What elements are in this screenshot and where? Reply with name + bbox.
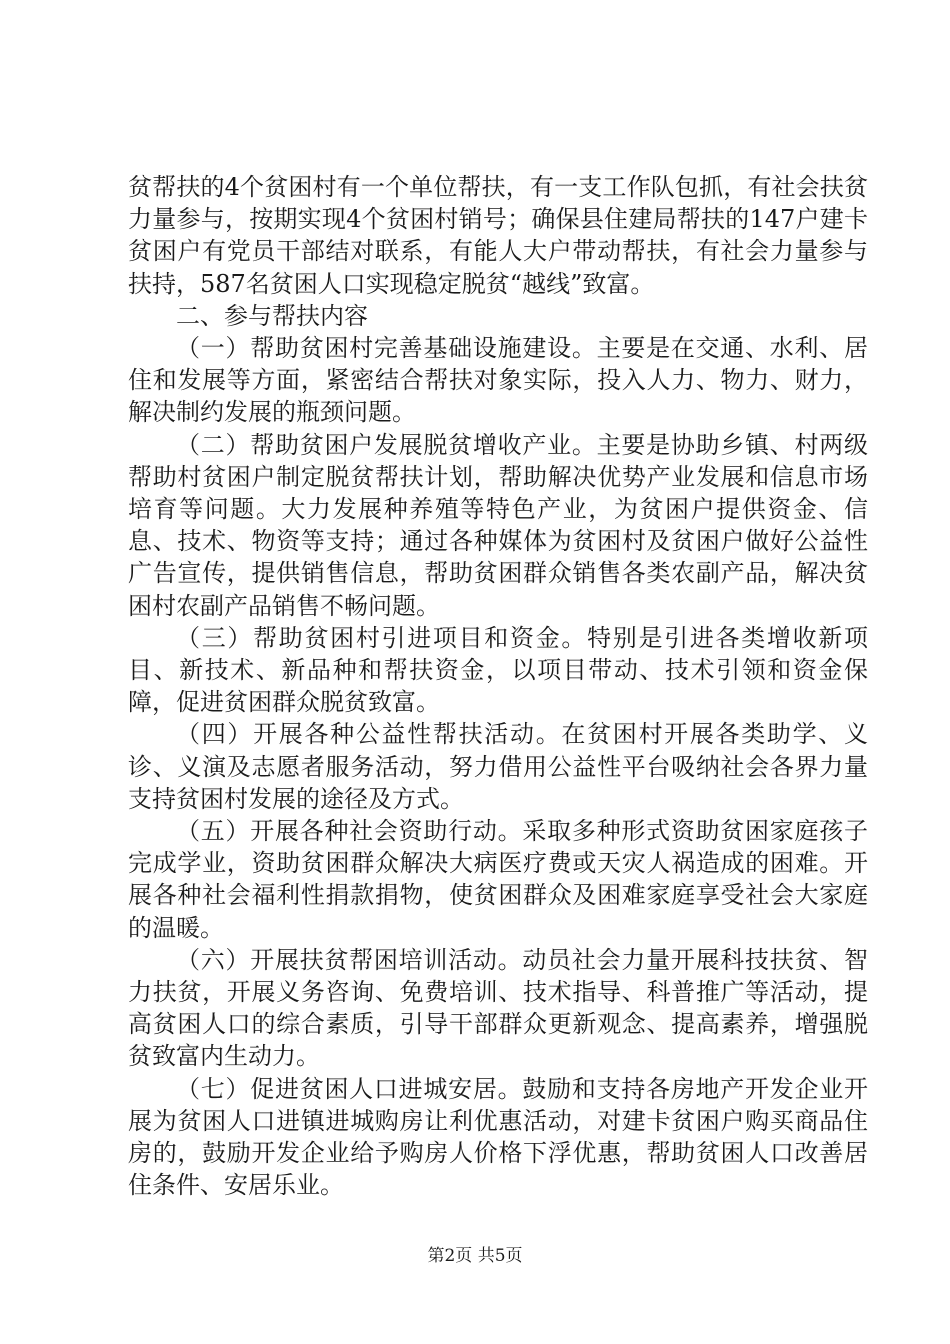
paragraph-item-5: （五）开展各种社会资助行动。采取多种形式资助贫困家庭孩子完成学业，资助贫困群众解决大病医疗费或天灾人祸造成的困难。开展各种社会福利性捐款捐物，使贫困群众及困难家庭享受社会大家庭的温暖。 bbox=[128, 817, 868, 942]
paragraph-item-7: （七）促进贫困人口进城安居。鼓励和支持各房地产开发企业开展为贫困人口进镇进城购房让利优惠活动，对建卡贫困户购买商品住房的，鼓励开发企业给予购房人价格下浮优惠，帮助贫困人口改善居住条件、安居乐业。 bbox=[128, 1074, 868, 1200]
page-number-footer: 第2页 共5页 bbox=[427, 1246, 523, 1266]
paragraph-continuation: 贫帮扶的4个贫困村有一个单位帮扶，有一支工作队包抓，有社会扶贫力量参与，按期实现4个贫困村销号；确保县住建局帮扶的147户建卡贫困户有党员干部结对联系，有能人大户带动帮扶，有社会力量参与扶持，587名贫困人口实现稳定脱贫“越线”致富。 bbox=[128, 173, 868, 298]
paragraph-item-4: （四）开展各种公益性帮扶活动。在贫困村开展各类助学、义诊、义演及志愿者服务活动，努力借用公益性平台吸纳社会各界力量支持贫困村发展的途径及方式。 bbox=[128, 720, 868, 813]
document-body bbox=[128, 171, 868, 1202]
paragraph-item-2: （二）帮助贫困户发展脱贫增收产业。主要是协助乡镇、村两级帮助村贫困户制定脱贫帮扶计划，帮助解决优势产业发展和信息市场培育等问题。大力发展种养殖等特色产业，为贫困户提供资金、信息、技术、物资等支持；通过各种媒体为贫困村及贫困户做好公益性广告宣传，提供销售信息，帮助贫困群众销售各类农副产品，解决贫困村农副产品销售不畅问题。 bbox=[128, 430, 868, 620]
paragraph-item-6: （六）开展扶贫帮困培训活动。动员社会力量开展科技扶贫、智力扶贫，开展义务咨询、免费培训、技术指导、科普推广等活动，提高贫困人口的综合素质，引导干部群众更新观念、提高素养，增强脱贫致富内生动力。 bbox=[128, 945, 868, 1071]
section-heading: 二、参与帮扶内容 bbox=[176, 301, 368, 330]
paragraph-item-1: （一）帮助贫困村完善基础设施建设。主要是在交通、水利、居住和发展等方面，紧密结合帮扶对象实际，投入人力、物力、财力，解决制约发展的瓶颈问题。 bbox=[128, 334, 868, 427]
paragraph-item-3: （三）帮助贫困村引进项目和资金。特别是引进各类增收新项目、新技术、新品种和帮扶资金，以项目带动、技术引领和资金保障，促进贫困群众脱贫致富。 bbox=[128, 623, 868, 717]
